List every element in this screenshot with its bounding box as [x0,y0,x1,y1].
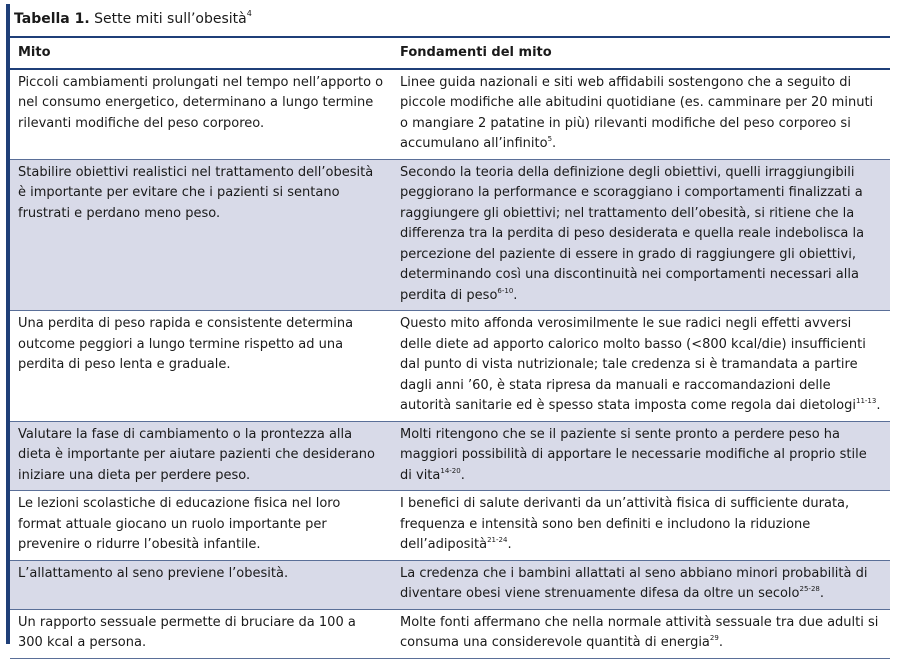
header-mito: Mito [10,37,392,69]
table-row [10,69,890,160]
cell-fondamento [392,560,890,609]
fondamento-text: Questo mito affonda verosimilmente le sue radici negli effetti avversi delle diete ad apporto calorico molto basso (<800 kcal/die) insufficienti dal punto di vista nutrizionale; tale credenza si è tramandata a partire dagli anni ’60, è stata ripresa da manuali e raccomandazioni delle autorità sanitarie ed è spesso stata imposta come regola dai dietologi [400,316,866,413]
myths-table [10,36,890,659]
cell-fondamento [392,311,890,422]
citation-ref: 21-24 [487,536,508,544]
caption-text: Sette miti sull’obesità [89,11,247,27]
caption-ref: 4 [246,9,252,18]
table-row [10,421,890,491]
table-row [10,560,890,609]
citation-ref: 14-20 [440,466,461,475]
table-row [10,491,890,561]
cell-fondamento [392,609,890,658]
cell-mito: Valutare la fase di cambiamento o la prontezza alla dieta è importante per aiutare pazienti che desiderano iniziare una dieta per perdere peso. [10,421,392,491]
fondamento-text: Molti ritengono che se il paziente si sente pronto a perdere peso ha maggiori possibilità di apportare le necessarie modifiche al proprio stile di vita [400,426,867,483]
cell-mito: Le lezioni scolastiche di educazione fisica nel loro format attuale giocano un ruolo importante per prevenire o ridurre l’obesità infantile. [10,491,392,561]
table-row [10,159,890,311]
sentence-end: . [460,467,465,483]
sentence-end: . [876,398,881,413]
header-fondamenti: Fondamenti del mito [392,37,890,69]
fondamento-text: Linee guida nazionali e siti web affidabili sostengono che a seguito di piccole modifiche alle abitudini quotidiane (es. camminare per 20 minuti o mangiare 2 patatine in più) rilevanti modifiche del peso corporeo si accumulano all’infinito [400,74,874,151]
cell-mito: Un rapporto sessuale permette di bruciare da 100 a 300 kcal a persona. [10,609,392,658]
sentence-end: . [819,586,824,601]
fondamento-text: Molte fonti affermano che nella normale attività sessuale tra due adulti si consuma una considerevole quantità di energia [400,614,879,650]
cell-mito: Una perdita di peso rapida e consistente determina outcome peggiori a lungo termine rispetto ad una perdita di peso lenta e graduale. [10,311,392,422]
table-row [10,311,890,422]
table-caption [14,10,252,28]
citation-ref: 29 [709,634,719,642]
cell-fondamento [392,421,890,491]
sentence-end: . [507,537,512,552]
cell-fondamento [392,491,890,561]
header-row [10,37,890,69]
caption-label: Tabella 1. [14,11,90,27]
fondamento-text: I benefici di salute derivanti da un’attività fisica di sufficiente durata, frequenza e intensità sono ben definiti e includono la riduzione dell’adiposità [400,496,850,552]
fondamento-text: La credenza che i bambini allattati al seno abbiano minori probabilità di diventare obesi viene strenuamente difesa da oltre un secolo [400,565,868,601]
citation-ref: 6-10 [497,286,514,295]
cell-fondamento [392,159,890,311]
cell-mito: L’allattamento al seno previene l’obesità. [10,560,392,609]
fondamento-text: Secondo la teoria della definizione degli obiettivi, quelli irraggiungibili peggiorano la performance e scoraggiano i comportamenti finalizzati a raggiungere gli obiettivi; nel trattamento dell’obesità, si ritiene che la differenza tra la perdita di peso desiderata e quella reale indebolisca la percezione del paziente di essere in grado di raggiungere gli obiettivi, determinando così una discontinuità nei comportamenti necessari alla perdita di peso [400,164,865,303]
cell-mito: Stabilire obiettivi realistici nel trattamento dell’obesità è importante per evitare che i pazienti si sentano frustrati e perdano meno peso. [10,159,392,311]
citation-ref: 25-28 [799,585,820,593]
cell-mito: Piccoli cambiamenti prolungati nel tempo nell’apporto o nel consumo energetico, determinano a lungo termine rilevanti modifiche del peso corporeo. [10,69,392,160]
cell-fondamento [392,69,890,160]
citation-ref: 11-13 [855,397,877,405]
sentence-end: . [513,287,518,303]
citation-ref: 5 [547,135,553,143]
table-row [10,609,890,658]
sentence-end: . [718,635,723,650]
sentence-end: . [552,136,557,151]
